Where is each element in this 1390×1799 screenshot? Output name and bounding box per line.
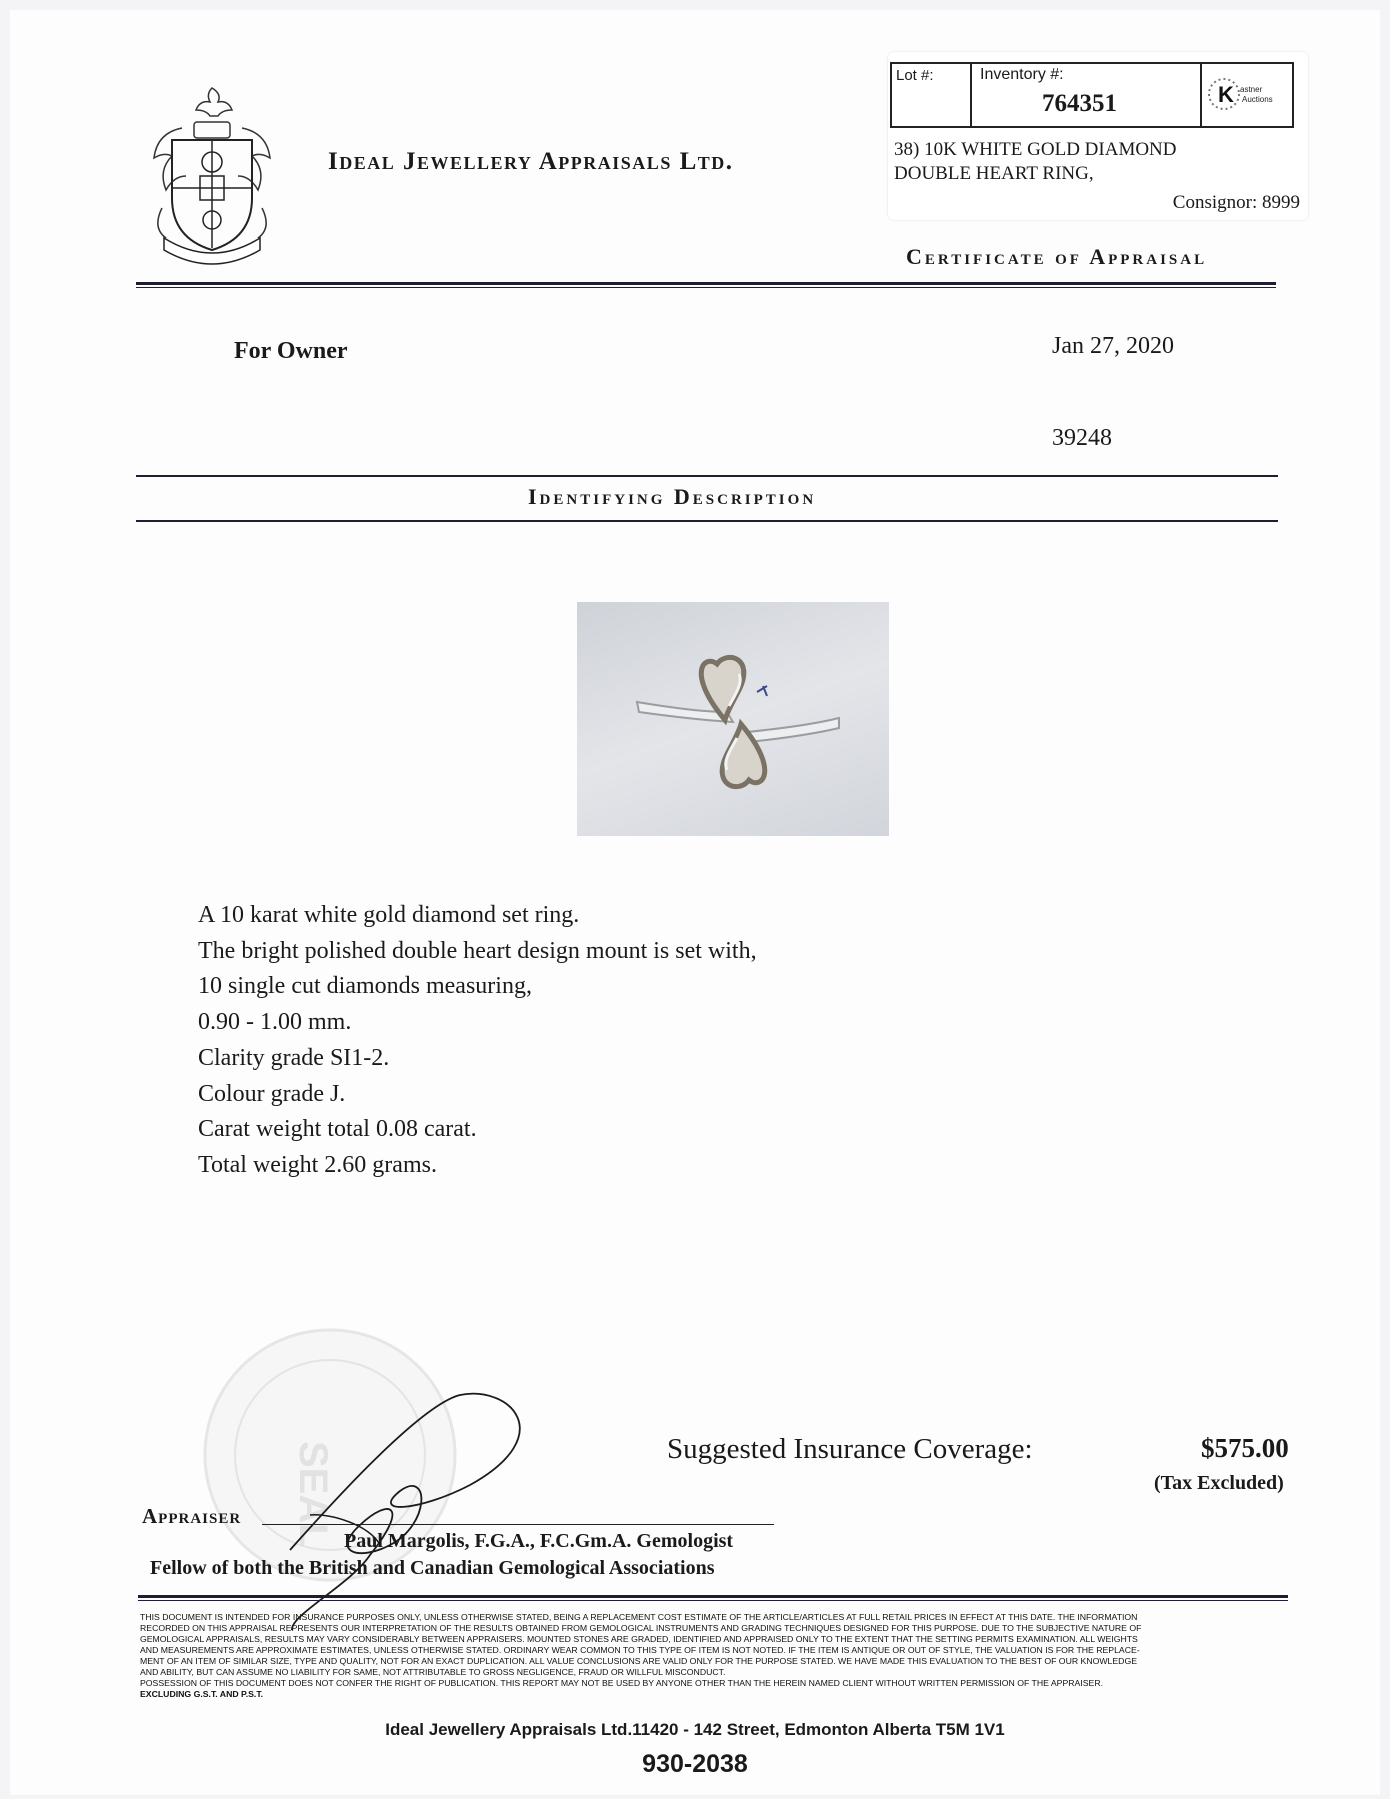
footer-divider <box>138 1595 1288 1601</box>
description-line: A 10 karat white gold diamond set ring. <box>198 902 580 928</box>
appraiser-signature <box>270 1385 600 1630</box>
lot-description <box>894 138 1177 186</box>
insurance-value: $575.00 <box>1201 1433 1289 1463</box>
auction-logo <box>1202 64 1292 126</box>
kastner-logo-icon <box>1202 64 1292 124</box>
fine-print <box>140 1612 1288 1700</box>
appraiser-name: Paul Margolis, F.G.A., F.C.Gm.A. Gemologist <box>344 1530 734 1552</box>
inventory-cell <box>972 64 1202 126</box>
section-divider-top <box>136 475 1278 477</box>
lot-description-line: 38) 10K WHITE GOLD DIAMOND <box>894 139 1177 160</box>
section-title: Identifying Description <box>528 484 817 509</box>
svg-text:K: K <box>1218 82 1234 107</box>
insurance-label: Suggested Insurance Coverage: <box>667 1433 1033 1465</box>
item-description <box>198 898 757 1184</box>
description-line: Colour grade J. <box>198 1080 346 1107</box>
description-line: 0.90 - 1.00 mm. <box>198 1009 352 1036</box>
fine-print-line: AND ABILITY, BUT CAN ASSUME NO LIABILITY FOR SAME, NOT ATTRIBUTABLE TO GROSS NEGLIGENCE, FRAUD OR WILLFUL MISCONDUCT. <box>140 1667 726 1677</box>
crest-logo <box>142 78 282 268</box>
company-name: Ideal Jewellery Appraisals Ltd. <box>328 148 734 175</box>
fine-print-line: EXCLUDING G.S.T. AND P.S.T. <box>140 1689 264 1699</box>
inventory-label: Inventory #: <box>980 66 1064 83</box>
fine-print-line: MENT OF AN ITEM OF SIMILAR SIZE, TYPE AND QUALITY, NOT FOR AN EXACT DUPLICATION. ALL VALUE CONCLUSIONS ARE VALID ONLY FOR THE PURPOSE STATED. WE HAVE MADE THIS EVALUATION TO THE BEST OF OUR KNOWLEDGE <box>140 1656 1138 1666</box>
section-divider-bottom <box>136 520 1278 522</box>
fine-print-line: AND MEASUREMENTS ARE APPROXIMATE ESTIMATES, UNLESS OTHERWISE STATED. ORDINARY WEAR COMMON TO THIS TYPE OF ITEM IS NOT NOTED. IF THE ITEM IS ANTIQUE OR OUT OF STYLE, THE VALUATION IS FOR THE REPLACE- <box>140 1645 1140 1655</box>
signature-line <box>262 1524 774 1525</box>
consignor: Consignor: 8999 <box>1172 192 1300 213</box>
svg-text:Auctions: Auctions <box>1242 95 1273 104</box>
description-line: Clarity grade SI1-2. <box>198 1044 390 1071</box>
owner-label: For Owner <box>234 338 348 364</box>
appraiser-fellowship: Fellow of both the British and Canadian Gemological Associations <box>150 1557 715 1579</box>
footer-address: Ideal Jewellery Appraisals Ltd.11420 - 142 Street, Edmonton Alberta T5M 1V1 <box>385 1720 1005 1739</box>
certificate-title: Certificate of Appraisal <box>906 244 1208 269</box>
appraiser-label: Appraiser <box>142 1504 242 1528</box>
tax-note: (Tax Excluded) <box>1154 1472 1284 1494</box>
lot-label: Lot #: <box>892 64 972 126</box>
description-line: Total weight 2.60 grams. <box>198 1151 437 1178</box>
description-line: The bright polished double heart design mount is set with, <box>198 937 757 964</box>
fine-print-line: GEMOLOGICAL APPRAISALS, RESULTS MAY VARY CONSIDERABLY BETWEEN APPRAISERS. MOUNTED STONES ARE GRADED, IDENTIFIED AND APPRAISED ONLY TO THE EXTENT THAT THE SETTING PERMITS EXAMINATION. ALL WEIGHTS <box>140 1634 1138 1644</box>
fine-print-line: RECORDED ON THIS APPRAISAL REPRESENTS OUR INTERPRETATION OF THE RESULTS OBTAINED FROM GEMOLOGICAL INSTRUMENTS AND GRADING TECHNIQUES DESIGNED FOR THIS PURPOSE. DUE TO THE SUBJECTIVE NATURE OF <box>140 1623 1142 1633</box>
appraisal-number: 39248 <box>1052 425 1112 451</box>
fine-print-line: POSSESSION OF THIS DOCUMENT DOES NOT CONFER THE RIGHT OF PUBLICATION. THIS REPORT MAY NOT BE USED BY ANYONE OTHER THAN THE HEREIN NAMED CLIENT WITHOUT WRITTEN PERMISSION OF THE APPRAISER. <box>140 1678 1104 1688</box>
description-line: 10 single cut diamonds measuring, <box>198 973 532 1000</box>
lot-tag <box>888 52 1308 220</box>
footer-phone: 930-2038 <box>642 1750 748 1778</box>
appraisal-date: Jan 27, 2020 <box>1052 333 1174 359</box>
lot-description-line: DOUBLE HEART RING, <box>894 163 1094 184</box>
inventory-number: 764351 <box>1042 90 1117 117</box>
fine-print-line: THIS DOCUMENT IS INTENDED FOR INSURANCE PURPOSES ONLY, UNLESS OTHERWISE STATED, BEING A REPLACEMENT COST ESTIMATE OF THE ARTICLE/ARTICLES AT FULL RETAIL PRICES IN EFFECT AT THIS DATE. THE INFORMATION <box>140 1612 1138 1622</box>
header-divider <box>136 282 1276 288</box>
svg-text:astner: astner <box>1240 85 1263 94</box>
description-line: Carat weight total 0.08 carat. <box>198 1116 477 1143</box>
svg-text:SEAL: SEAL <box>291 1441 335 1548</box>
lot-table <box>890 62 1294 128</box>
ring-photo <box>577 602 889 836</box>
